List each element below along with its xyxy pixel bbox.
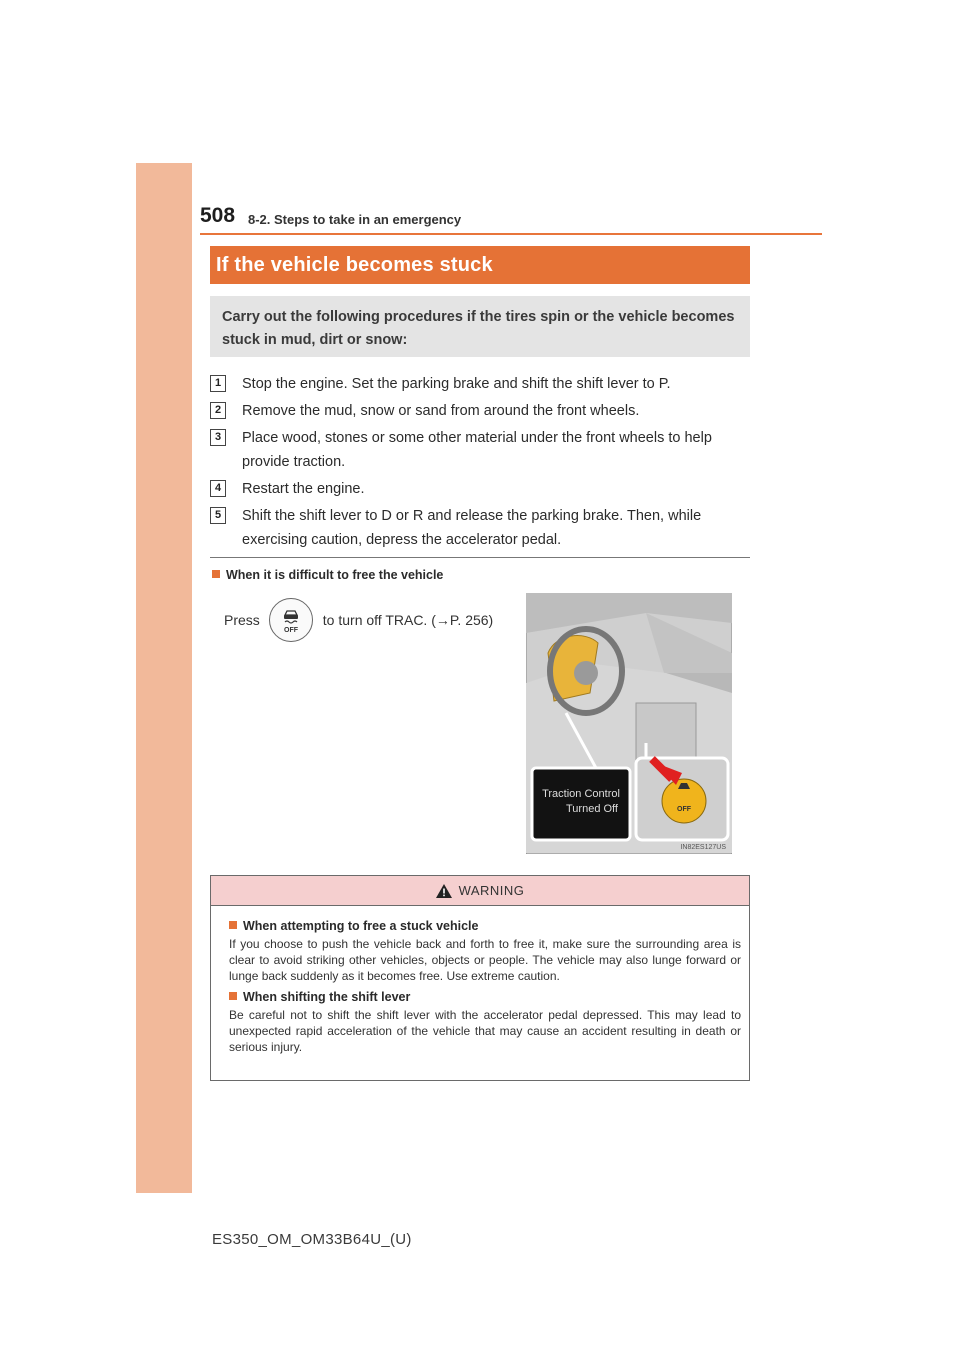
warning-item-text: Be careful not to shift the shift lever with the accelerator pedal depressed. This may lead to unexpected rapid acceleration of the vehicle that may cause an accident resulting in death or serious injury. xyxy=(229,1008,741,1054)
warning-box xyxy=(210,875,750,1081)
off-button-label: OFF xyxy=(283,627,298,634)
press-instruction xyxy=(224,598,493,642)
step-text: Remove the mud, snow or sand from around the front wheels. xyxy=(242,403,640,419)
side-color-band xyxy=(136,163,192,1193)
press-text-before: Press xyxy=(224,612,260,628)
step-item xyxy=(210,399,750,423)
step-number: 5 xyxy=(210,507,226,524)
intro-box: Carry out the following procedures if the tires spin or the vehicle becomes stuck in mud, dirt or snow: xyxy=(210,296,750,357)
step-number: 3 xyxy=(210,429,226,446)
step-text: Shift the shift lever to D or R and release the parking brake. Then, while exercising caution, depress the accelerator pedal. xyxy=(242,508,702,548)
step-item xyxy=(210,504,750,552)
section-title-bar xyxy=(210,246,750,284)
subsection-heading-text: When it is difficult to free the vehicle xyxy=(226,568,444,582)
bullet-square xyxy=(212,570,220,578)
step-item xyxy=(210,477,750,501)
warning-header xyxy=(211,876,749,906)
warning-item-text: If you choose to push the vehicle back and forth to free it, make sure the surrounding area is clear to avoid striking other vehicles, objects or people. The vehicle may also lunge forward or lunge back suddenly as it becomes free. Use extreme caution. xyxy=(229,937,741,983)
press-text-after: to turn off TRAC. (→P. 256) xyxy=(322,612,494,628)
step-number: 2 xyxy=(210,402,226,419)
step-text: Restart the engine. xyxy=(242,481,365,497)
dashboard-illustration xyxy=(526,593,732,854)
trac-off-button-icon xyxy=(269,598,313,642)
display-text-line1: Traction Control xyxy=(542,788,620,800)
step-number: 1 xyxy=(210,375,226,392)
subsection-heading xyxy=(212,568,443,582)
warning-item-heading: When attempting to free a stuck vehicle xyxy=(229,919,741,933)
warning-body xyxy=(211,906,749,1055)
steps-list xyxy=(210,372,750,555)
display-text-line2: Turned Off xyxy=(566,803,618,815)
steps-divider xyxy=(210,557,750,558)
step-item xyxy=(210,372,750,396)
warning-title: WARNING xyxy=(458,883,525,898)
page-title: If the vehicle becomes stuck xyxy=(216,253,493,276)
step-number: 4 xyxy=(210,480,226,497)
page-number: 508 xyxy=(200,204,236,227)
footer-document-code: ES350_OM_OM33B64U_(U) xyxy=(212,1231,412,1248)
illustration-code: IN82ES127US xyxy=(680,844,726,851)
header-rule xyxy=(200,233,822,235)
step-text: Place wood, stones or some other material under the front wheels to help provide traction. xyxy=(242,430,712,470)
illustration-off-label: OFF xyxy=(677,806,691,813)
step-text: Stop the engine. Set the parking brake and shift the shift lever to P. xyxy=(242,376,671,392)
section-label: 8-2. Steps to take in an emergency xyxy=(248,212,462,227)
warning-item-heading: When shifting the shift lever xyxy=(229,990,741,1004)
step-item xyxy=(210,426,750,474)
warning-triangle-icon xyxy=(436,884,452,898)
